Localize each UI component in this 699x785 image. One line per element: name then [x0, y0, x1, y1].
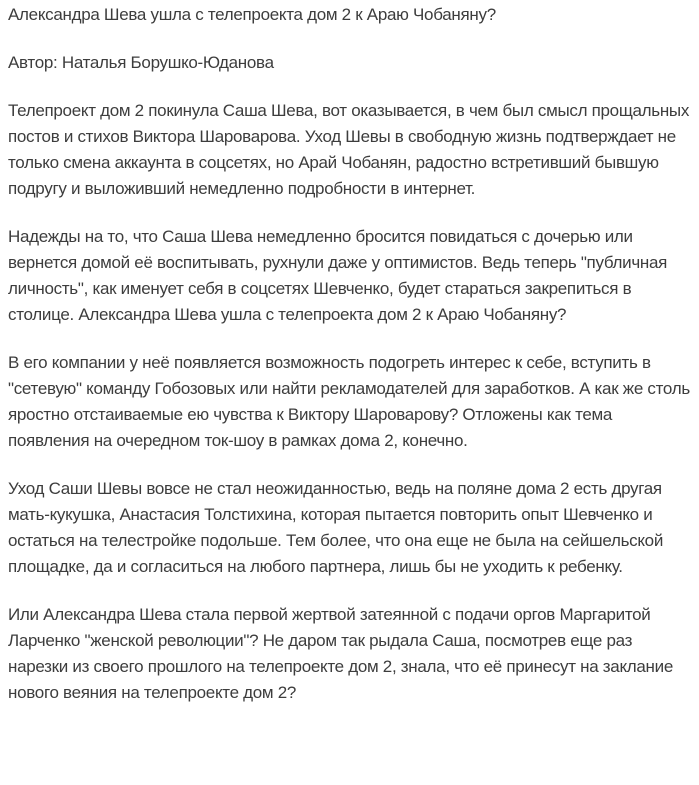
article-title: Александра Шева ушла с телепроекта дом 2 к Араю Чобаняну?	[8, 5, 496, 24]
article-paragraph: Или Александра Шева стала первой жертвой затеянной с подачи оргов Маргаритой Ларченко "женской революции"? Не даром так рыдала Саша, посмотрев еще раз нарезки из своего прошлого на телепроекте дом 2, знала, что её принесут на заклание нового веяния на телепроекте дом 2?	[8, 605, 673, 702]
article-paragraph: Надежды на то, что Саша Шева немедленно бросится повидаться с дочерью или вернется домой её воспитывать, рухнули даже у оптимистов. Ведь теперь "публичная личность", как именует себя в соцсетях Шевченко, будет стараться закрепиться в столице. Александра Шева ушла с телепроекта дом 2 к Араю Чобаняну?	[8, 227, 668, 324]
article-paragraph: Уход Саши Шевы вовсе не стал неожиданностью, ведь на поляне дома 2 есть другая мать-кукушка, Анастасия Толстихина, которая пытается повторить опыт Шевченко и остаться на телестройке подольше. Тем более, что она еще не была на сейшельской площадке, да и согласиться на любого партнера, лишь бы не уходить к ребенку.	[8, 479, 664, 576]
article-paragraph: Телепроект дом 2 покинула Саша Шева, вот оказывается, в чем был смысл прощальных постов и стихов Виктора Шароварова. Уход Шевы в свободную жизнь подтверждает не только смена аккаунта в соцсетях, но Арай Чобанян, радостно встретивший бывшую подругу и выложивший немедленно подробности в интернет.	[8, 101, 690, 198]
article-byline: Автор: Наталья Борушко-Юданова	[8, 53, 274, 72]
article-paragraph: В его компании у неё появляется возможность подогреть интерес к себе, вступить в "сетевую" команду Гобозовых или найти рекламодателей для заработков. А как же столь яростно отстаиваемые ею чувства к Виктору Шароварову? Отложены как тема появления на очередном ток-шоу в рамках дома 2, конечно.	[8, 353, 690, 450]
